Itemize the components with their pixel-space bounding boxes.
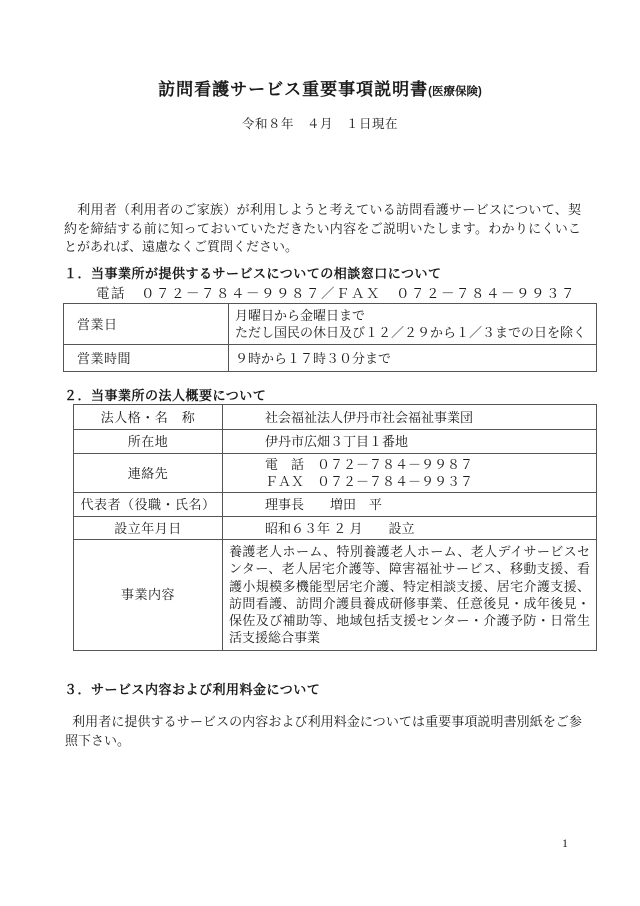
- row-value: [223, 454, 597, 493]
- table-row: [74, 540, 597, 651]
- row-value: 伊丹市広畑３丁目１番地: [223, 430, 597, 454]
- contact-phone-line: 電話 ０７２－７８４－９９８７／ＦＡＸ ０７２－７８４－９９３７: [96, 286, 576, 301]
- document-title: [0, 75, 640, 100]
- table-row: [74, 493, 597, 517]
- as-of-date: 令和８年 ４月 １日現在: [241, 117, 398, 131]
- row-label: 代表者（役職・氏名）: [74, 493, 223, 517]
- section-3-body-text: 利用者に提供するサービスの内容および利用料金については重要事項説明書別紙をご参照下さい。: [65, 714, 582, 748]
- row-value: 養護老人ホーム、特別養護老人ホーム、老人デイサービスセンター、老人居宅介護等、障害福祉サービス、移動支援、看護小規模多機能型居宅介護、特定相談支援、居宅介護支援、訪問看護、訪問介護員養成研修事業、任意後見・成年後見・保佐及び補助等、地域包括支援センター・介護予防・日常生活支援総合事業: [223, 540, 597, 651]
- table-row: [74, 405, 597, 430]
- row-value: ９時から１７時３０分まで: [229, 345, 597, 372]
- intro-paragraph: 利用者（利用者のご家族）が利用しようと考えている訪問看護サービスについて、契約を締結する前に知っておいていただきたい内容をご説明いたします。わかりにくいことがあれば、遠慮なくご質問ください。: [64, 202, 581, 254]
- page-number: 1: [562, 836, 568, 850]
- document-title-suffix: (医療保険): [428, 86, 482, 98]
- value-line: 電 話 ０７２－７８４－９９８７: [265, 457, 474, 472]
- value-line: ただし国民の休日及び１２／２９から１／３までの日を除く: [235, 325, 587, 340]
- section-3-body: [65, 712, 582, 750]
- row-label: 法人格・名 称: [74, 405, 223, 430]
- row-label: 所在地: [74, 430, 223, 454]
- section-2-heading: ２．当事業所の法人概要について: [64, 388, 267, 403]
- table-row: [74, 430, 597, 454]
- row-value: 昭和６３年 ２ 月 設立: [223, 517, 597, 540]
- corporation-overview-table: [73, 404, 597, 651]
- business-hours-table: [63, 303, 597, 372]
- row-value: 理事長 増田 平: [223, 493, 597, 517]
- row-label: 営業日: [64, 304, 229, 345]
- table-row: [74, 454, 597, 493]
- section-1-heading: １．当事業所が提供するサービスについての相談窓口について: [64, 266, 442, 281]
- section-3-heading: ３．サービス内容および利用料金について: [64, 682, 321, 697]
- document-title-main: 訪問看護サービス重要事項説明書: [158, 80, 429, 99]
- table-row: [64, 304, 597, 345]
- value-line: ＦＡＸ ０７２－７８４－９９３７: [265, 474, 474, 489]
- row-label: 連絡先: [74, 454, 223, 493]
- table-row: [74, 517, 597, 540]
- value-line: 月曜日から金曜日まで: [235, 308, 366, 323]
- table-row: [64, 345, 597, 372]
- row-value: 社会福祉法人伊丹市社会福祉事業団: [223, 405, 597, 430]
- row-label: 設立年月日: [74, 517, 223, 540]
- row-value: [229, 304, 597, 345]
- row-label: 事業内容: [74, 540, 223, 651]
- row-label: 営業時間: [64, 345, 229, 372]
